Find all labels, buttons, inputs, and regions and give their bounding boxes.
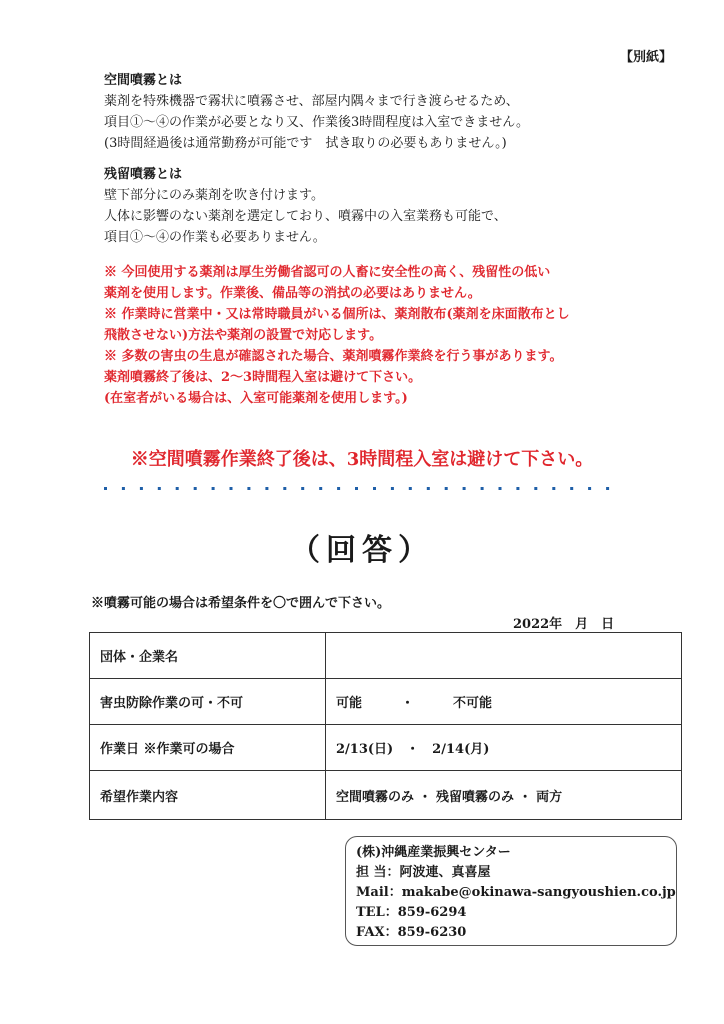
separator-dot <box>552 487 555 490</box>
separator-dot <box>373 487 376 490</box>
separator-dot <box>265 487 268 490</box>
separator-dot <box>427 487 430 490</box>
separator-dot <box>158 487 161 490</box>
note-line: 飛散させない)方法や薬剤の設置で対応します。 <box>104 328 383 343</box>
residual-spray-line: 人体に影響のない薬剤を選定しており、噴霧中の入室業務も可能で、 <box>104 209 507 224</box>
table-row <box>90 725 682 771</box>
separator-dot <box>606 487 609 490</box>
organization-name-field[interactable] <box>326 633 682 679</box>
separator-dot <box>499 487 502 490</box>
separator-dot <box>212 487 215 490</box>
note-line: 薬剤噴霧終了後は、2～3時間程入室は避けて下さい。 <box>104 370 422 385</box>
residual-spray-section <box>104 164 507 248</box>
separator-dot <box>301 487 304 490</box>
note-line: ※ 作業時に営業中・又は常時職員がいる個所は、薬剤散布(薬剤を床面散布とし <box>104 307 570 322</box>
work-type-label: 希望作業内容 <box>90 771 326 820</box>
separator-dot <box>445 487 448 490</box>
work-type-options[interactable]: 空間噴霧のみ ・ 残留噴霧のみ ・ 両方 <box>326 771 682 820</box>
contact-box <box>345 836 677 946</box>
table-row <box>90 679 682 725</box>
contact-company: (株)沖縄産業振興センター <box>356 845 511 860</box>
contact-mail[interactable]: Mail：makabe@okinawa-sangyoushien.co.jp <box>356 885 676 900</box>
residual-spray-line: 壁下部分にのみ薬剤を吹き付けます。 <box>104 188 324 203</box>
note-line: ※ 多数の害虫の生息が確認された場合、薬剤噴霧作業終を行う事があります。 <box>104 349 563 364</box>
contact-tel: TEL：859-6294 <box>356 905 467 920</box>
response-form-table <box>89 632 682 820</box>
separator-dot <box>516 487 519 490</box>
separator-dot <box>463 487 466 490</box>
separator-dot <box>140 487 143 490</box>
separator-dot <box>337 487 340 490</box>
separator-dot <box>409 487 412 490</box>
separator-dot <box>319 487 322 490</box>
space-spray-line: 項目①～④の作業が必要となり又、作業後3時間程度は入室できません。 <box>104 115 530 130</box>
space-spray-section <box>104 70 529 154</box>
separator-dot <box>176 487 179 490</box>
work-date-options[interactable]: 2/13(日) ・ 2/14(月) <box>326 725 682 771</box>
space-spray-heading: 空間噴霧とは <box>104 73 183 88</box>
separator-dot <box>588 487 591 490</box>
separator-dot <box>534 487 537 490</box>
warning-text: ※空間噴霧作業終了後は、3時間程入室は避けて下さい。 <box>130 449 594 470</box>
separator-dot <box>283 487 286 490</box>
dotted-separator <box>104 486 624 492</box>
table-row <box>90 771 682 820</box>
separator-dot <box>391 487 394 490</box>
contact-fax: FAX：859-6230 <box>356 925 467 940</box>
space-spray-line: 薬剤を特殊機器で霧状に噴霧させ、部屋内隅々まで行き渡らせるため、 <box>104 94 519 109</box>
separator-dot <box>122 487 125 490</box>
separator-dot <box>355 487 358 490</box>
note-line: 薬剤を使用します。作業後、備品等の消拭の必要はありません。 <box>104 286 481 301</box>
instruction-text: ※噴霧可能の場合は希望条件を〇で囲んで下さい。 <box>91 596 391 611</box>
separator-dot <box>104 487 107 490</box>
residual-spray-line: 項目①～④の作業も必要ありません。 <box>104 230 326 245</box>
separator-dot <box>481 487 484 490</box>
work-date-label: 作業日 ※作業可の場合 <box>90 725 326 771</box>
organization-name-label: 団体・企業名 <box>90 633 326 679</box>
pest-control-availability-label: 害虫防除作業の可・不可 <box>90 679 326 725</box>
table-row <box>90 633 682 679</box>
residual-spray-heading: 残留噴霧とは <box>104 167 183 182</box>
date-field[interactable]: 2022年 月 日 <box>513 617 615 632</box>
separator-dot <box>247 487 250 490</box>
contact-staff: 担 当：阿波連、真喜屋 <box>356 865 491 880</box>
space-spray-line: (3時間経過後は通常勤務が可能です 拭き取りの必要もありません。) <box>104 136 507 151</box>
note-line: ※ 今回使用する薬剤は厚生労働省認可の人畜に安全性の高く、残留性の低い <box>104 265 551 280</box>
pest-control-availability-options[interactable]: 可能 ・ 不可能 <box>326 679 682 725</box>
separator-dot <box>570 487 573 490</box>
separator-dot <box>230 487 233 490</box>
note-line: (在室者がいる場合は、入室可能薬剤を使用します。) <box>104 391 408 406</box>
answer-title: （回答） <box>290 533 434 568</box>
annex-label: 【別紙】 <box>619 50 672 65</box>
separator-dot <box>194 487 197 490</box>
notes-section <box>104 262 570 409</box>
